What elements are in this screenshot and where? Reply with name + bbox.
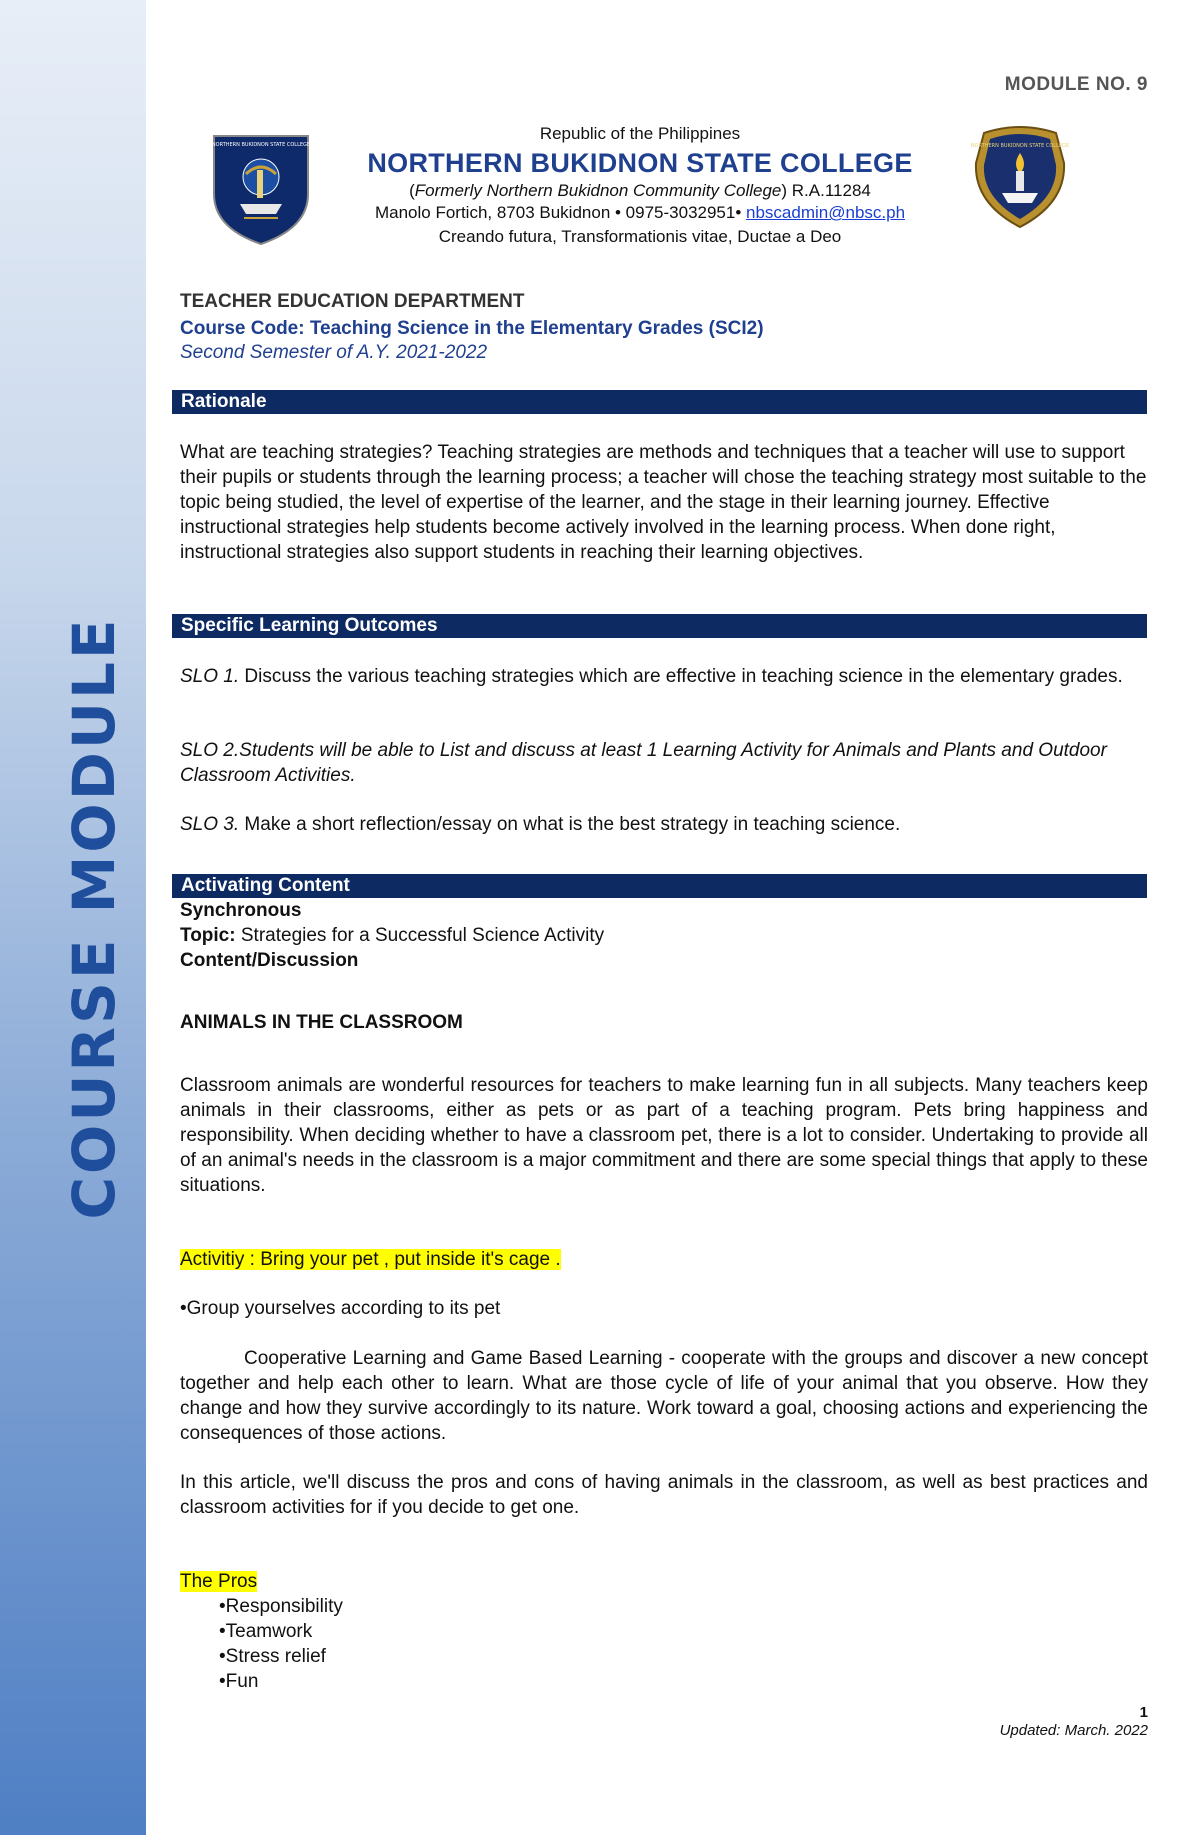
semester: Second Semester of A.Y. 2021-2022 — [180, 342, 488, 363]
address-line: Manolo Fortich, 8703 Bukidnon • 0975-3032951• nbscadmin@nbsc.ph — [374, 203, 906, 222]
pros-item: •Teamwork — [219, 1621, 313, 1642]
rationale-text: What are teaching strategies? Teaching strategies are methods and techniques that a teacher will use to support their pupils or students through the learning process; a teacher will chose the teaching strategy most suitable to the topic being studied, the level of expertise of the learner, and the stage in their learning journey. Effective instructional strategies help students become actively involved in the learning process. When done right, instructional strategies also support students in reaching their learning objectives. — [180, 442, 1147, 563]
pros-list — [219, 1594, 819, 1694]
logo-right-text: NORTHERN BUKIDNON STATE COLLEGE — [970, 143, 1070, 149]
department-title: TEACHER EDUCATION DEPARTMENT — [180, 291, 525, 312]
content-discussion-label: Content/Discussion — [180, 950, 359, 971]
activity-line — [180, 1247, 1148, 1272]
module-number: MODULE NO. 9 — [1004, 74, 1148, 95]
page-number: 1 — [1139, 1704, 1148, 1721]
course-code: Course Code: Teaching Science in the Elementary Grades (SCI2) — [180, 318, 764, 339]
email-link[interactable]: nbscadmin@nbsc.ph — [746, 203, 906, 222]
pros-heading: The Pros — [180, 1571, 258, 1592]
formerly-line: (Formerly Northern Bukidnon Community College) R.A.11284 — [409, 181, 871, 200]
college-seal-right — [970, 123, 1070, 231]
synchronous-label: Synchronous — [180, 900, 302, 921]
republic-line: Republic of the Philippines — [539, 124, 741, 143]
group-line: •Group yourselves according to its pet — [180, 1298, 501, 1319]
pros-heading-line — [180, 1569, 1148, 1594]
slo-heading: Specific Learning Outcomes — [172, 614, 1147, 638]
formerly-name: Formerly Northern Bukidnon Community College — [414, 181, 782, 200]
article-text: In this article, we'll discuss the pros and cons of having animals in the classroom, as well as best practices and classroom activities for if you decide to get one. — [180, 1472, 1148, 1518]
topic-line: Topic: Strategies for a Successful Science Activity — [180, 925, 605, 946]
sidebar-label: COURSE MODULE — [60, 616, 128, 1220]
updated-date: Updated: March. 2022 — [999, 1722, 1148, 1739]
slo-2: SLO 2.Students will be able to List and discuss at least 1 Learning Activity for Animals and Plants and Outdoor Classroom Activities. — [180, 740, 1107, 786]
cooperative-text: Cooperative Learning and Game Based Learning - cooperate with the groups and discover a new concept together and help each other to learn. What are those cycle of life of your animal that you observe. How they change and how they survive accordingly to its nature. Work toward a goal, choosing actions and experiencing the consequences of those actions. — [180, 1348, 1148, 1444]
slo-3: SLO 3. Make a short reflection/essay on what is the best strategy in teaching science. — [180, 814, 901, 835]
rationale-heading: Rationale — [172, 390, 1147, 414]
logo-left-text: NORTHERN BUKIDNON STATE COLLEGE — [211, 142, 311, 148]
pros-item: •Stress relief — [219, 1646, 326, 1667]
college-logo-left — [210, 132, 312, 246]
sidebar — [0, 0, 146, 1835]
pros-item: •Responsibility — [219, 1596, 343, 1617]
slo-1: SLO 1. Discuss the various teaching strategies which are effective in teaching science in the elementary grades. — [180, 666, 1123, 687]
animals-text: Classroom animals are wonderful resources for teachers to make learning fun in all subjects. Many teachers keep animals in their classrooms, either as pets or as part of a teaching program. Pets bring happiness and responsibility. When deciding whether to have a classroom pet, there is a lot to consider. Undertaking to provide all of an animal's needs in the classroom is a major commitment and there are some special things that apply to these situations. — [180, 1075, 1148, 1196]
college-header — [300, 124, 980, 247]
motto-line: Creando futura, Transformationis vitae, Ductae a Deo — [438, 227, 842, 246]
pros-item: •Fun — [219, 1671, 259, 1692]
college-name: NORTHERN BUKIDNON STATE COLLEGE — [367, 148, 913, 178]
animals-title: ANIMALS IN THE CLASSROOM — [180, 1012, 463, 1033]
activating-heading: Activating Content — [172, 874, 1147, 898]
activity-highlight: Activitiy : Bring your pet , put inside it's cage . — [180, 1249, 561, 1270]
